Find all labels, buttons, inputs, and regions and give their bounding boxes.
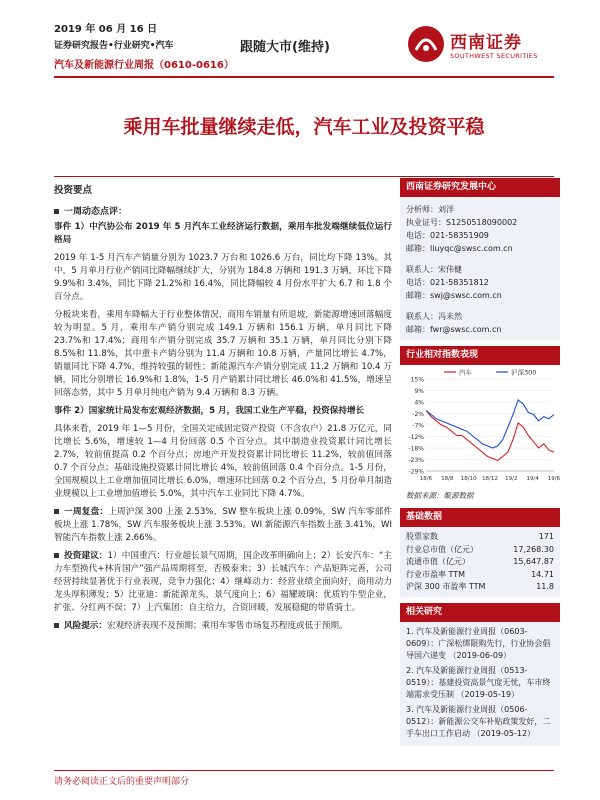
logo-en: SOUTHWEST SECURITIES bbox=[450, 52, 538, 60]
x-tick-label: 18/8 bbox=[441, 476, 454, 482]
basic-data-table bbox=[400, 531, 560, 594]
basic-data-value: 17,268.30 bbox=[513, 544, 554, 554]
risk-paragraph: 风险提示：宏观经济表现不及预期；乘用车零售市场复苏程度或低于预期。 bbox=[54, 620, 392, 633]
bullet-icon bbox=[54, 553, 59, 558]
y-tick-label: -12% bbox=[408, 434, 424, 441]
paragraph: 2019 年 1-5 月汽车产销量分别为 1023.7 万台和 1026.6 万台，同比均下降 13%。其中，5 月单月行业产销同比降幅继续扩大，分别为 184.8 万辆和 191.3 万辆，环比下降 9.9%和 3.4%，同比下降 21.2%和 16.4%，同比降幅较 4 月份水平扩大 6.7 和 1.8 个百分点。 bbox=[54, 253, 392, 302]
x-tick-label: 19/6 bbox=[547, 476, 560, 482]
bullet-icon bbox=[54, 623, 59, 628]
header-divider bbox=[54, 76, 554, 78]
basic-data-key: 行业总市值（亿元） bbox=[406, 544, 478, 554]
y-tick-label: 9% bbox=[414, 388, 424, 395]
x-tick-label: 18/12 bbox=[482, 476, 498, 482]
analyst-line: 分析师：刘洋 bbox=[406, 205, 454, 214]
section-heading: 投资要点 bbox=[54, 185, 93, 196]
related-box bbox=[400, 603, 560, 746]
y-tick-label: 4% bbox=[414, 399, 424, 407]
basic-data-heading: 基础数据 bbox=[400, 508, 560, 527]
legend-label: 沪深300 bbox=[511, 368, 537, 377]
footer-divider bbox=[54, 770, 554, 771]
x-tick-label: 18/10 bbox=[460, 476, 477, 482]
chart-source: 数据来源：聚源数据 bbox=[406, 491, 474, 500]
contact-line: 电话：021-58351812 bbox=[406, 278, 489, 287]
research-heading: 西南证券研究发展中心 bbox=[400, 178, 560, 197]
basic-data-value: 11.8 bbox=[536, 582, 554, 591]
y-tick-label: -18% bbox=[408, 445, 424, 453]
x-tick-label: 19/4 bbox=[526, 476, 539, 482]
x-tick-label: 19/2 bbox=[505, 476, 518, 482]
series-line-hs300 bbox=[426, 400, 554, 448]
company-logo bbox=[408, 26, 558, 72]
contact-line: 联系人：宋伟健 bbox=[406, 265, 462, 274]
basic-data-key: 行业市盈率 TTM bbox=[406, 569, 466, 579]
y-tick-label: 15% bbox=[410, 376, 424, 384]
basic-data-row bbox=[400, 556, 560, 569]
advice-paragraph: 投资建议：1）中国重汽：行业超长景气周期，国企改革明确向上；2）长安汽车：“主力车型换代+林肯国产”强产品周期将至，否极泰来；3）长城汽车：产品矩阵完善，公司经营持续显著优于行业表现，竞争力强化；4）继峰动力：经营业绩全面向好，商用动力龙头厚积薄发；5）比亚迪：新能源龙头，景气度向上；6）福耀玻璃：优质钓牛型企业，扩张、分红两不误；7）上汽集团：自主给力，合资回暖，发展稳健的带盾骑士。 bbox=[54, 551, 392, 613]
related-report-link[interactable]: 2. 汽车及新能源行业周报（0513-0519）：基建投资高景气度无忧，车市终端需求受压制 （2019-05-19） bbox=[406, 665, 551, 699]
basic-data-key: 流通市值（亿元） bbox=[406, 557, 470, 566]
sidebar bbox=[400, 178, 560, 746]
related-report-link[interactable]: 3. 汽车及新能源行业周报（0506-0512）：新能源公交车补贴政策发好，二手车出口工作启动 （2019-05-12） bbox=[406, 704, 551, 738]
paragraph: 具体来看，2019 年 1—5 月份，全国关定成固定资产投资（不含农户）21.8 万亿元，同比增长 5.6%，增速较 1—4 月份回落 0.5 个百分点。其中制造业投资累计同比增长 2.7%，较前值提高 0.2 个百分点；房地产开发投资累计同比增长 11.2%，较前值回落 0.7 个百分点；基础设施投资累计同比增长 4%，较前值回落 0.4 个百分点。1-5 月份，全国规模以上工业增加值同比增长 6.0%，增速环比回落 0.2 个百分点，5 月份单月制造业规模以上工业增加值增长 5.0%，其中汽车工业同比下降 4.7%。 bbox=[54, 424, 392, 499]
analyst-email[interactable]: 邮箱：liuyqc@swsc.com.cn bbox=[406, 244, 513, 253]
chart-heading: 行业相对指数表现 bbox=[400, 346, 560, 365]
relative-index-chart bbox=[400, 365, 560, 489]
weekly-review-heading: 一周动态点评： bbox=[54, 204, 392, 217]
y-tick-label: -23% bbox=[408, 457, 424, 464]
basic-data-value: 171 bbox=[538, 532, 554, 541]
analyst-line: 执业证号：S1250518090002 bbox=[406, 218, 518, 227]
main-column bbox=[54, 178, 392, 638]
basic-data-row bbox=[400, 544, 560, 557]
basic-data-key: 股票家数 bbox=[406, 532, 438, 541]
event1-title: 事件 1）中汽协公布 2019 年 5 月汽车工业经济运行数据，乘用车批发端继续低位运行格局 bbox=[54, 222, 392, 245]
basic-data-value: 15,647.87 bbox=[513, 557, 554, 566]
basic-data-row bbox=[400, 531, 560, 544]
bullet-icon bbox=[54, 209, 59, 214]
contact-email[interactable]: 邮箱：fwr@swsc.com.cn bbox=[406, 325, 502, 334]
x-tick-label: 18/6 bbox=[419, 476, 433, 482]
basic-data-row bbox=[400, 581, 560, 594]
title-divider bbox=[54, 176, 554, 177]
report-date: 2019 年 06 月 16 日 bbox=[54, 24, 158, 35]
y-tick-label: -2% bbox=[412, 411, 424, 418]
analyst-line: 电话：021-58351909 bbox=[406, 231, 489, 240]
footer-disclaimer: 请务必阅读正文后的重要声明部分 bbox=[54, 777, 190, 787]
series-line-auto bbox=[426, 410, 554, 460]
basic-data-box bbox=[400, 508, 560, 597]
contact-line: 联系人：冯未然 bbox=[406, 312, 462, 321]
y-tick-label: -7% bbox=[412, 422, 424, 430]
research-box bbox=[400, 178, 560, 340]
bullet-icon bbox=[54, 509, 59, 514]
logo-cn: 西南证券 bbox=[450, 33, 522, 53]
related-report-link[interactable]: 1. 汽车及新能源行业周报（0603-0609）：广深松绑限购先行，行业协会倡导国六递变 （2019-06-09） bbox=[406, 626, 551, 660]
logo-emblem-icon bbox=[408, 26, 444, 62]
y-tick-label: -29% bbox=[408, 468, 424, 476]
legend-label: 汽车 bbox=[459, 368, 472, 377]
rating: 跟随大市(维持) bbox=[240, 40, 330, 55]
report-title: 乘用车批量继续走低，汽车工业及投资平稳 bbox=[123, 116, 485, 138]
basic-data-key: 沪深 300 市盈率 TTM bbox=[406, 582, 486, 591]
report-series: 汽车及新能源行业周报（0610-0616） bbox=[54, 60, 234, 71]
contact-email[interactable]: 邮箱：swj@swsc.com.cn bbox=[406, 291, 502, 300]
review-paragraph: 一周复盘：上周沪深 300 上涨 2.53%，SW 整车板块上涨 0.09%，SW 汽车零部件板块上涨 1.78%，SW 汽车服务板块上涨 3.53%。WI 新能源汽车指数上涨 3.41%，WI 智能汽车指数上涨 2.66%。 bbox=[54, 507, 392, 543]
basic-data-row bbox=[400, 569, 560, 582]
related-heading: 相关研究 bbox=[400, 603, 560, 622]
event2-title: 事件 2）国家统计局发布宏观经济数据，5 月，我国工业生产平稳，投资保持增长 bbox=[54, 406, 365, 416]
chart-svg bbox=[400, 365, 560, 489]
report-category: 证券研究报告•行业研究•汽车 bbox=[54, 41, 174, 51]
paragraph: 分板块来看，乘用车降幅大于行业整体情况，商用车销量有所退坡，新能源增速回落幅度较为明显。5 月，乘用车产销分别完成 149.1 万辆和 156.1 万辆，单月同比下降 23.7%和 17.4%；商用车产销分别完成 35.7 万辆和 35.1 万辆，单月同比分别下降 8.5%和 11.8%，其中重卡产销分别为 11.4 万辆和 10.8 万辆，产量同比增长 4.7%，销量同比下降 4.7%，维持较强的韧性；新能源汽车产销分别完成 11.2 万辆和 10.4 万辆，同比分别增长 16.9%和 1.8%，1-5 月产销累计同比增长 46.0%和 41.5%，增速呈回落态势，其中 5 月单月纯电产销为 9.4 万辆和 8.3 万辆。 bbox=[54, 310, 392, 398]
basic-data-value: 14.71 bbox=[531, 569, 554, 579]
